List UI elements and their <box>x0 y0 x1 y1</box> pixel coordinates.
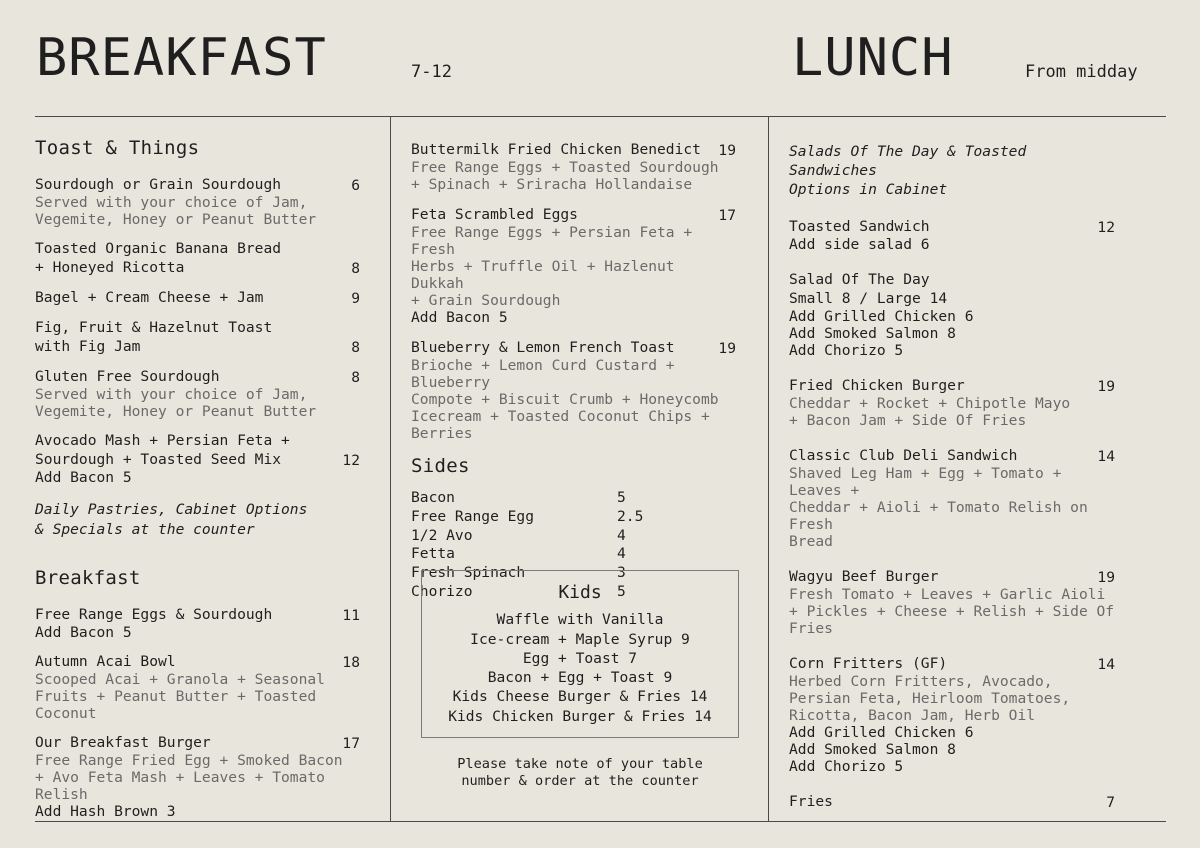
menu-item-description: Free Range Eggs + Toasted Sourdough + Spinach + Sriracha Hollandaise <box>411 159 719 193</box>
menu-item-name: Free Range Eggs & Sourdough <box>35 606 273 623</box>
menu-item-row <box>35 175 360 194</box>
divider-right <box>768 117 769 821</box>
menu-item-price: 18 <box>342 654 360 671</box>
menu-item <box>411 338 736 442</box>
menu-item-name: Our Breakfast Burger <box>35 734 211 751</box>
side-item-name: Chorizo <box>411 582 473 600</box>
menu-item-row <box>35 288 360 307</box>
side-item <box>411 508 736 527</box>
menu-item-name: Toasted Sandwich <box>789 218 930 235</box>
menu-item-price: 14 <box>1097 448 1115 465</box>
menu-item-price: 12 <box>1097 219 1115 236</box>
menu-item-name: Salad Of The Day Small 8 / Large 14 <box>789 271 948 307</box>
side-item-name: Fresh Spinach <box>411 564 526 582</box>
menu-item-row <box>411 140 736 159</box>
menu-item <box>789 654 1115 775</box>
breakfast-hours: 7-12 <box>411 62 452 82</box>
menu-item-row <box>789 376 1115 395</box>
menu-item <box>789 217 1115 253</box>
side-item-name: Bacon <box>411 489 455 506</box>
menu-item-addon: Add Bacon 5 <box>35 624 132 641</box>
lunch-hours: From midday <box>1025 62 1138 82</box>
cabinet-note: Salads Of The Day & Toasted Sandwiches Options in Cabinet <box>789 143 1027 198</box>
side-item-price: 3 <box>617 564 626 582</box>
side-item-name: Free Range Egg <box>411 507 535 525</box>
menu-item <box>411 140 736 193</box>
kids-list <box>422 610 738 726</box>
menu-item-price: 19 <box>718 340 736 357</box>
side-item-price: 2.5 <box>617 507 644 525</box>
menu-item-addon: Add side salad 6 <box>789 236 930 253</box>
kids-item: Bacon + Egg + Toast 9 <box>487 669 673 687</box>
menu-item-row <box>789 654 1115 673</box>
menu-item-row <box>411 338 736 357</box>
menu-item-row <box>35 652 360 671</box>
menu-item-description: Served with your choice of Jam, Vegemite, Honey or Peanut Butter <box>35 194 317 228</box>
menu-item-addon: Add Grilled Chicken 6 Add Smoked Salmon 8 Add Chorizo 5 <box>789 308 974 359</box>
menu-item-description: Cheddar + Rocket + Chipotle Mayo + Bacon Jam + Side Of Fries <box>789 395 1071 429</box>
top-rule <box>35 116 1166 117</box>
menu-item <box>789 270 1115 359</box>
kids-item: Kids Cheese Burger & Fries 14 <box>452 688 708 706</box>
menu-item <box>35 175 360 228</box>
menu-item-row <box>789 270 1115 308</box>
side-item-price: 5 <box>617 582 626 600</box>
menu-item-name: Toasted Organic Banana Bread + Honeyed Ricotta <box>35 240 282 276</box>
menu-item <box>35 288 360 307</box>
section-title-breakfast: Breakfast <box>35 567 141 589</box>
col2-list <box>411 140 736 442</box>
menu-item-price: 8 <box>351 339 360 356</box>
menu-item-name: Autumn Acai Bowl <box>35 653 176 670</box>
menu-item <box>35 367 360 420</box>
menu-item-description: Scooped Acai + Granola + Seasonal Fruits + Peanut Butter + Toasted Coconut <box>35 671 325 722</box>
menu-item-price: 8 <box>351 369 360 386</box>
menu-item-addon: Add Bacon 5 <box>35 469 132 486</box>
menu-item <box>789 792 1115 811</box>
menu-item-row <box>789 217 1115 236</box>
menu-item-name: Bagel + Cream Cheese + Jam <box>35 289 264 306</box>
menu-item-row <box>35 605 360 624</box>
menu-item-price: 19 <box>1097 569 1115 586</box>
menu-item-row <box>789 792 1115 811</box>
menu-item-description: Brioche + Lemon Curd Custard + Blueberry Compote + Biscuit Crumb + Honeycomb Icecream + Toasted Coconut Chips + Berries <box>411 357 719 442</box>
menu-item-description: Free Range Eggs + Persian Feta + Fresh Herbs + Truffle Oil + Hazlenut Dukkah + Grain Sourdough <box>411 224 693 309</box>
menu-item-price: 14 <box>1097 656 1115 673</box>
menu-item-name: Wagyu Beef Burger <box>789 568 939 585</box>
menu-item-name: Fries <box>789 793 833 810</box>
side-item <box>411 527 736 546</box>
menu-item-row <box>789 446 1115 465</box>
menu-item-price: 11 <box>342 607 360 624</box>
menu-item-price: 19 <box>1097 378 1115 395</box>
section-title-sides: Sides <box>411 455 470 477</box>
kids-item: Ice-cream + Maple Syrup 9 <box>470 630 690 648</box>
section-title-toast: Toast & Things <box>35 137 200 159</box>
menu-item-description: Herbed Corn Fritters, Avocado, Persian Feta, Heirloom Tomatoes, Ricotta, Bacon Jam, Herb Oil <box>789 673 1071 724</box>
menu-item-name: Blueberry & Lemon French Toast <box>411 339 675 356</box>
menu-item <box>411 205 736 326</box>
menu-item-price: 9 <box>351 290 360 307</box>
menu-item-row <box>411 205 736 224</box>
menu-item <box>789 446 1115 550</box>
side-item-name: Fetta <box>411 545 455 563</box>
menu-item <box>35 652 360 722</box>
menu-item-price: 12 <box>342 452 360 469</box>
menu-item-name: Corn Fritters (GF) <box>789 655 948 672</box>
menu-item-price: 7 <box>1106 794 1115 811</box>
menu-item <box>35 605 360 641</box>
side-item-price: 5 <box>617 489 626 506</box>
breakfast-column-1 <box>35 137 360 831</box>
order-note: Please take note of your table number & order at the counter <box>457 756 703 789</box>
menu-item <box>35 431 360 486</box>
side-item <box>411 489 736 508</box>
menu-item-name: Sourdough or Grain Sourdough <box>35 176 282 193</box>
kids-title: Kids <box>558 582 602 603</box>
menu-item-row <box>789 567 1115 586</box>
menu-item-addon: Add Grilled Chicken 6 Add Smoked Salmon 8 Add Chorizo 5 <box>789 724 974 775</box>
menu-item-price: 6 <box>351 177 360 194</box>
menu-item-description: Free Range Fried Egg + Smoked Bacon + Avo Feta Mash + Leaves + Tomato Relish <box>35 752 343 803</box>
menu-item-row <box>35 239 360 277</box>
side-item <box>411 545 736 564</box>
menu-item <box>35 318 360 356</box>
pastries-note: Daily Pastries, Cabinet Options & Specials at the counter <box>35 501 308 538</box>
menu-item-name: Classic Club Deli Sandwich <box>789 447 1018 464</box>
lunch-column <box>789 142 1115 828</box>
menu-item-row <box>35 367 360 386</box>
side-item-price: 4 <box>617 545 626 563</box>
menu-item <box>35 733 360 820</box>
menu-item <box>35 239 360 277</box>
menu-item-description: Fresh Tomato + Leaves + Garlic Aioli + Pickles + Cheese + Relish + Side Of Fries <box>789 586 1115 637</box>
menu-item-name: Fig, Fruit & Hazelnut Toast with Fig Jam <box>35 319 273 355</box>
divider-left <box>390 117 391 821</box>
kids-box <box>421 570 739 738</box>
lunch-list <box>789 217 1115 811</box>
menu-item-addon: Add Hash Brown 3 <box>35 803 176 820</box>
menu-item-addon: Add Bacon 5 <box>411 309 508 326</box>
menu-item-name: Gluten Free Sourdough <box>35 368 220 385</box>
menu-item <box>789 376 1115 429</box>
kids-item: Waffle with Vanilla <box>496 611 664 629</box>
lunch-title: LUNCH <box>792 28 954 88</box>
menu-item-price: 8 <box>351 260 360 277</box>
kids-item: Egg + Toast 7 <box>522 649 638 667</box>
toast-list <box>35 175 360 486</box>
side-item-name: 1/2 Avo <box>411 526 473 544</box>
menu-item-row <box>35 733 360 752</box>
menu-item-price: 17 <box>342 735 360 752</box>
menu-item-price: 19 <box>718 142 736 159</box>
menu-item <box>789 567 1115 637</box>
side-item-price: 4 <box>617 526 626 544</box>
breakfast-title: BREAKFAST <box>36 28 327 88</box>
menu-item-name: Buttermilk Fried Chicken Benedict <box>411 141 701 158</box>
kids-item: Kids Chicken Burger & Fries 14 <box>448 707 712 725</box>
breakfast-column-2 <box>411 140 736 602</box>
menu-item-name: Avocado Mash + Persian Feta + Sourdough + Toasted Seed Mix <box>35 432 290 468</box>
menu-item-row <box>35 431 360 469</box>
menu-item-name: Fried Chicken Burger <box>789 377 965 394</box>
menu-item-description: Shaved Leg Ham + Egg + Tomato + Leaves + Cheddar + Aioli + Tomato Relish on Fresh Bread <box>789 465 1088 550</box>
menu-item-price: 17 <box>718 207 736 224</box>
menu-item-name: Feta Scrambled Eggs <box>411 206 578 223</box>
breakfast-list <box>35 605 360 820</box>
menu-item-row <box>35 318 360 356</box>
menu-item-description: Served with your choice of Jam, Vegemite, Honey or Peanut Butter <box>35 386 317 420</box>
